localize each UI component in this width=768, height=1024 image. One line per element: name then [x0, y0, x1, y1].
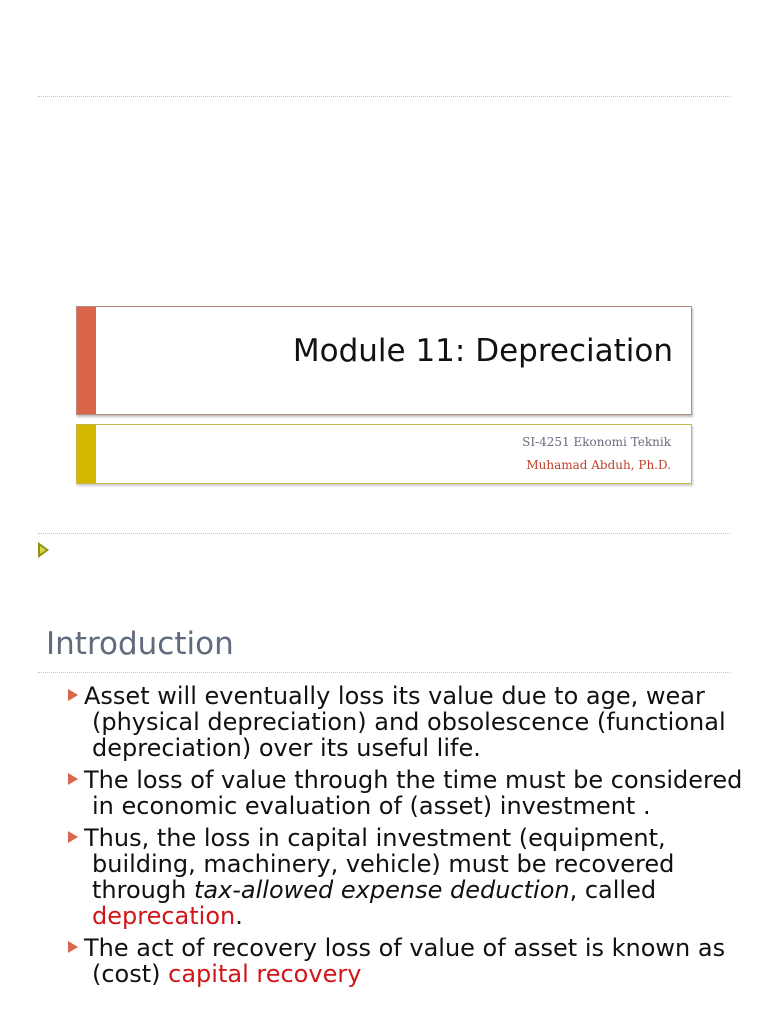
author-name: Muhamad Abduh, Ph.D. — [526, 458, 671, 472]
slide-title: Module 11: Depreciation — [292, 333, 673, 369]
bullet-arrow-icon — [68, 941, 78, 953]
list-item — [46, 935, 746, 987]
bullet-text: Asset will eventually loss its value due to age, wear (physical depreciation) and obsolescence (functional depreciation) over its useful life. — [84, 682, 726, 762]
list-item — [46, 825, 746, 929]
heading-underline — [38, 672, 730, 673]
bullet-arrow-icon — [68, 689, 78, 701]
bullet-arrow-icon — [68, 831, 78, 843]
subtitle-box — [76, 424, 692, 484]
bullet-list — [46, 683, 746, 993]
bullet-text: Thus, the loss in capital investment (equipment, building, machinery, vehicle) must be recovered through — [84, 824, 675, 904]
slide-marker-highlight — [40, 546, 46, 554]
divider-top — [38, 96, 730, 97]
title-accent-bar — [77, 307, 96, 414]
slide-separator — [38, 533, 730, 534]
bullet-text: , called — [569, 876, 657, 904]
course-code: SI-4251 Ekonomi Teknik — [522, 435, 671, 449]
bullet-text: The act of recovery loss of value of asset is known as (cost) — [84, 934, 726, 988]
subtitle-accent-bar — [77, 425, 96, 483]
bullet-text: . — [235, 902, 243, 930]
bullet-arrow-icon — [68, 773, 78, 785]
bullet-highlight: capital recovery — [168, 960, 362, 988]
list-item — [46, 683, 746, 761]
section-heading: Introduction — [46, 626, 234, 662]
bullet-text: The loss of value through the time must be considered in economic evaluation of (asset) investment . — [84, 766, 743, 820]
title-box — [76, 306, 692, 415]
bullet-emphasis: tax-allowed expense deduction — [193, 876, 570, 904]
bullet-highlight: deprecation — [92, 902, 236, 930]
list-item — [46, 767, 746, 819]
